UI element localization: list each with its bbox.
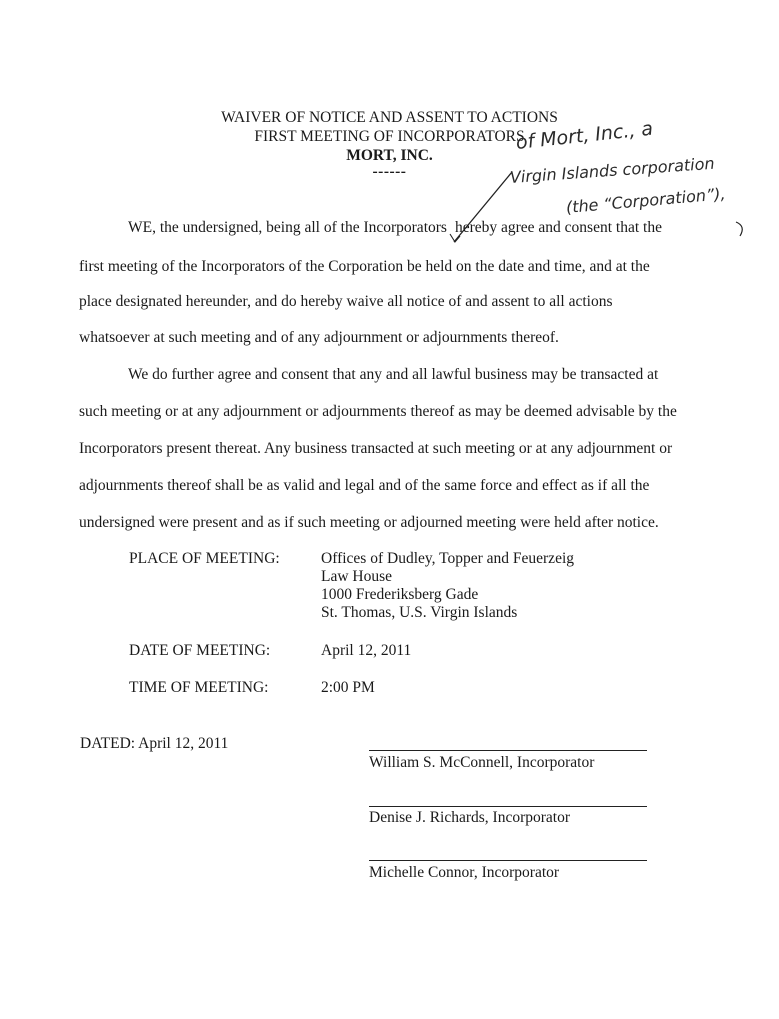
signatory-name: William S. McConnell, Incorporator xyxy=(369,754,595,771)
handwritten-line-2: Virgin Islands corporation xyxy=(509,153,716,187)
place-of-meeting-label: PLACE OF MEETING: xyxy=(129,550,280,567)
handwritten-line-1: of Mort, Inc., a xyxy=(514,117,654,154)
paragraph-2-line-3: Incorporators present thereat. Any business transacted at such meeting or at any adjournment or xyxy=(79,440,673,457)
paragraph-1-line-1 xyxy=(128,219,662,237)
time-of-meeting-label: TIME OF MEETING: xyxy=(129,679,269,696)
signature-line[interactable] xyxy=(369,750,647,751)
time-of-meeting-value: 2:00 PM xyxy=(321,679,375,696)
dated-line: DATED: April 12, 2011 xyxy=(80,735,229,752)
place-line: 1000 Frederiksberg Gade xyxy=(321,586,479,603)
signatory-name: Denise J. Richards, Incorporator xyxy=(369,809,571,826)
paragraph-1-line-1-start: WE, the undersigned, being all of the Incorporators xyxy=(128,219,447,236)
paragraph-1-line-4: whatsoever at such meeting and of any adjournment or adjournments thereof. xyxy=(79,329,559,346)
paragraph-1-line-2: first meeting of the Incorporators of the Corporation be held on the date and time, and at the xyxy=(79,258,650,275)
company-name: MORT, INC. xyxy=(346,147,433,164)
paragraph-1-line-1-end: hereby agree and consent that the xyxy=(454,219,662,236)
document-title-line1: WAIVER OF NOTICE AND ASSENT TO ACTIONS xyxy=(221,109,558,126)
place-of-meeting-value xyxy=(321,550,574,622)
signatory-name: Michelle Connor, Incorporator xyxy=(369,864,560,881)
place-line: Law House xyxy=(321,568,393,585)
paragraph-2-line-1: We do further agree and consent that any and all lawful business may be transacted at xyxy=(128,366,659,383)
paragraph-2-line-4: adjournments thereof shall be as valid and legal and of the same force and effect as if all the xyxy=(79,477,650,494)
date-of-meeting-label: DATE OF MEETING: xyxy=(129,642,271,659)
paragraph-2-line-2: such meeting or at any adjournment or adjournments thereof as may be deemed advisable by the xyxy=(79,403,677,420)
date-of-meeting-value: April 12, 2011 xyxy=(321,642,412,659)
place-line: St. Thomas, U.S. Virgin Islands xyxy=(321,604,518,621)
paragraph-2-line-5: undersigned were present and as if such meeting or adjourned meeting were held after notice. xyxy=(79,514,659,531)
signature-line[interactable] xyxy=(369,806,647,807)
paragraph-1-line-3: place designated hereunder, and do hereby waive all notice of and assent to all actions xyxy=(79,293,613,310)
document-title-line2: FIRST MEETING OF INCORPORATORS xyxy=(254,128,525,145)
title-separator: ------ xyxy=(372,163,407,180)
signature-line[interactable] xyxy=(369,860,647,861)
handwritten-line-3: (the “Corporation”), xyxy=(565,184,727,217)
place-line: Offices of Dudley, Topper and Feuerzeig xyxy=(321,550,575,567)
